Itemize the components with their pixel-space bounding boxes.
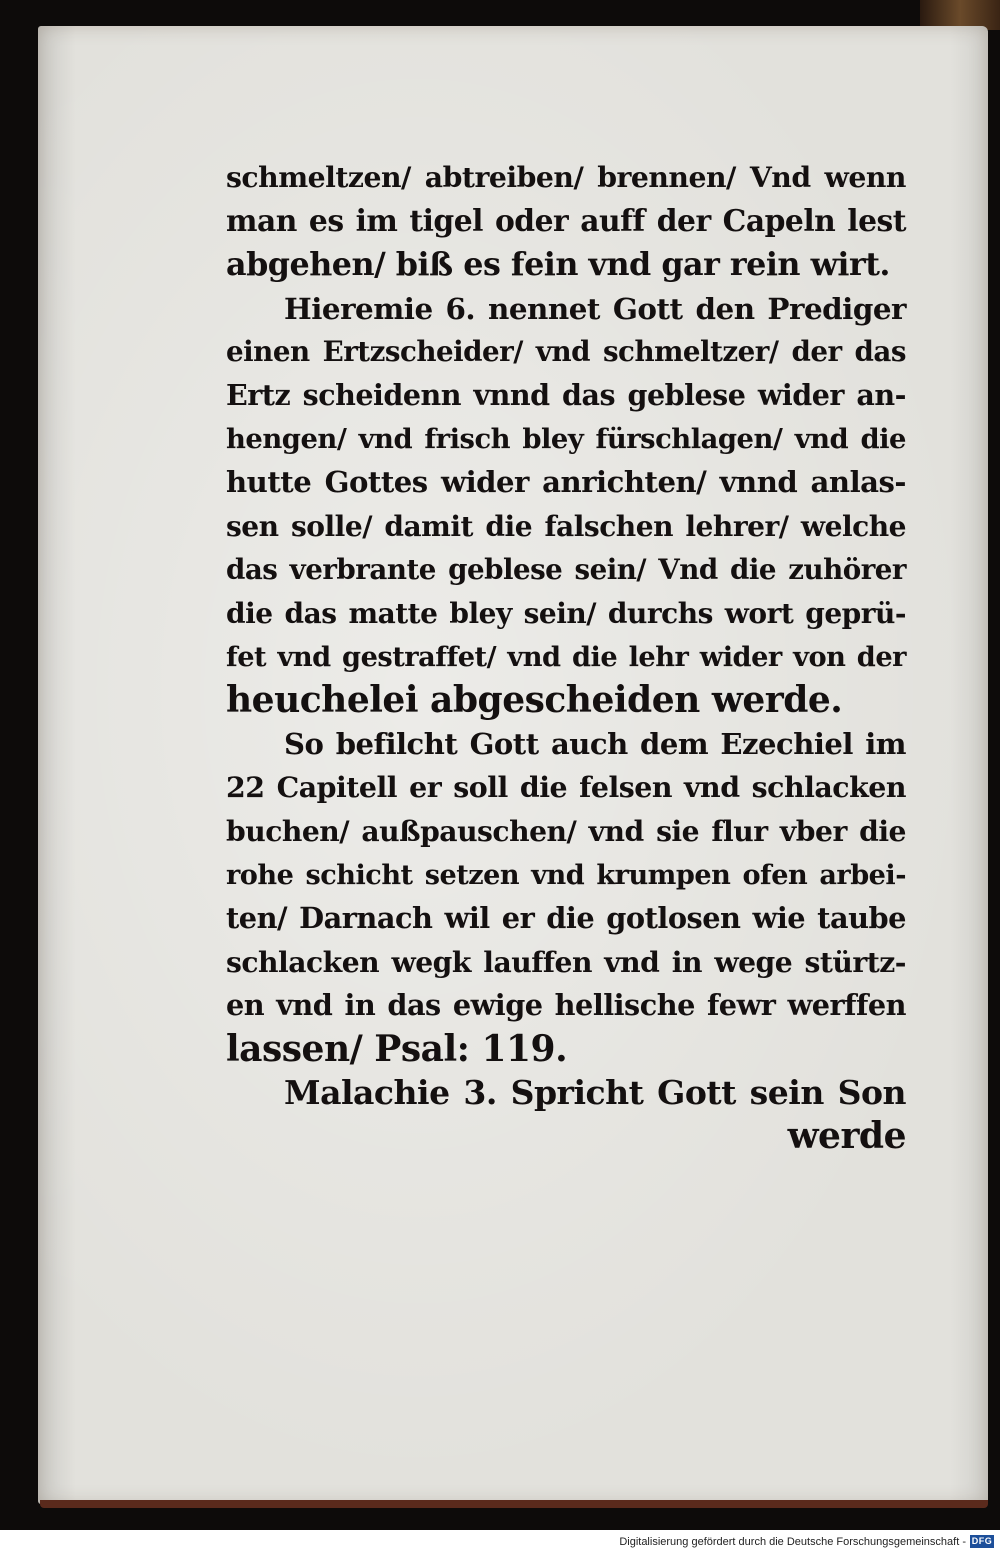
paragraph-start-line: So befilcht Gott auch dem Ezechiel im [284,726,906,761]
text-line: lassen/ Psal: 119. [226,1027,568,1070]
text-line: rohe schicht setzen vnd krumpen ofen arbei- [226,859,906,891]
text-line: man es im tigel oder auff der Capeln lest [226,203,906,239]
text-line: fet vnd gestraffet/ vnd die lehr wider von der [226,640,906,673]
text-line: hengen/ vnd frisch bley fürschlagen/ vnd die [226,422,906,455]
text-line: buchen/ außpauschen/ vnd sie flur vber die [226,814,906,848]
paragraph-start-line: Malachie 3. Spricht Gott sein Son [284,1073,906,1113]
text-line: ten/ Darnach wil er die gotlosen wie taube [226,901,906,936]
text-line: en vnd in das ewige hellische fewr werffen [226,988,906,1023]
text-line: einen Ertzscheider/ vnd schmeltzer/ der das [226,335,906,369]
text-line: schmeltzen/ abtreiben/ brennen/ Vnd wenn [226,160,906,194]
funding-credit: Digitalisierung gefördert durch die Deutsche Forschungsgemeinschaft - [619,1536,966,1548]
text-line: 22 Capitell er soll die felsen vnd schlacken [226,770,906,805]
catchword: werde [787,1115,906,1158]
paragraph-start-line: Hieremie 6. nennet Gott den Prediger [284,290,906,326]
dfg-logo: DFG [971,1536,993,1546]
text-line: schlacken wegk lauffen vnd in wege stürtz- [226,945,906,979]
body-text [226,156,906,1159]
text-line: hutte Gottes wider anrichten/ vnnd anlas- [226,465,906,500]
text-line: Ertz scheidenn vnnd das geblese wider an- [226,377,906,412]
text-line: die das matte bley sein/ durchs wort geprü- [226,596,906,630]
text-line: abgehen/ biß es fein vnd gar rein wirt. [226,246,890,284]
page-bottom-edge [40,1500,988,1508]
text-line: das verbrante geblese sein/ Vnd die zuhörer [226,553,906,587]
text-line: heuchelei abgescheiden werde. [226,679,843,722]
text-line: sen solle/ damit die falschen lehrer/ welche [226,509,906,543]
